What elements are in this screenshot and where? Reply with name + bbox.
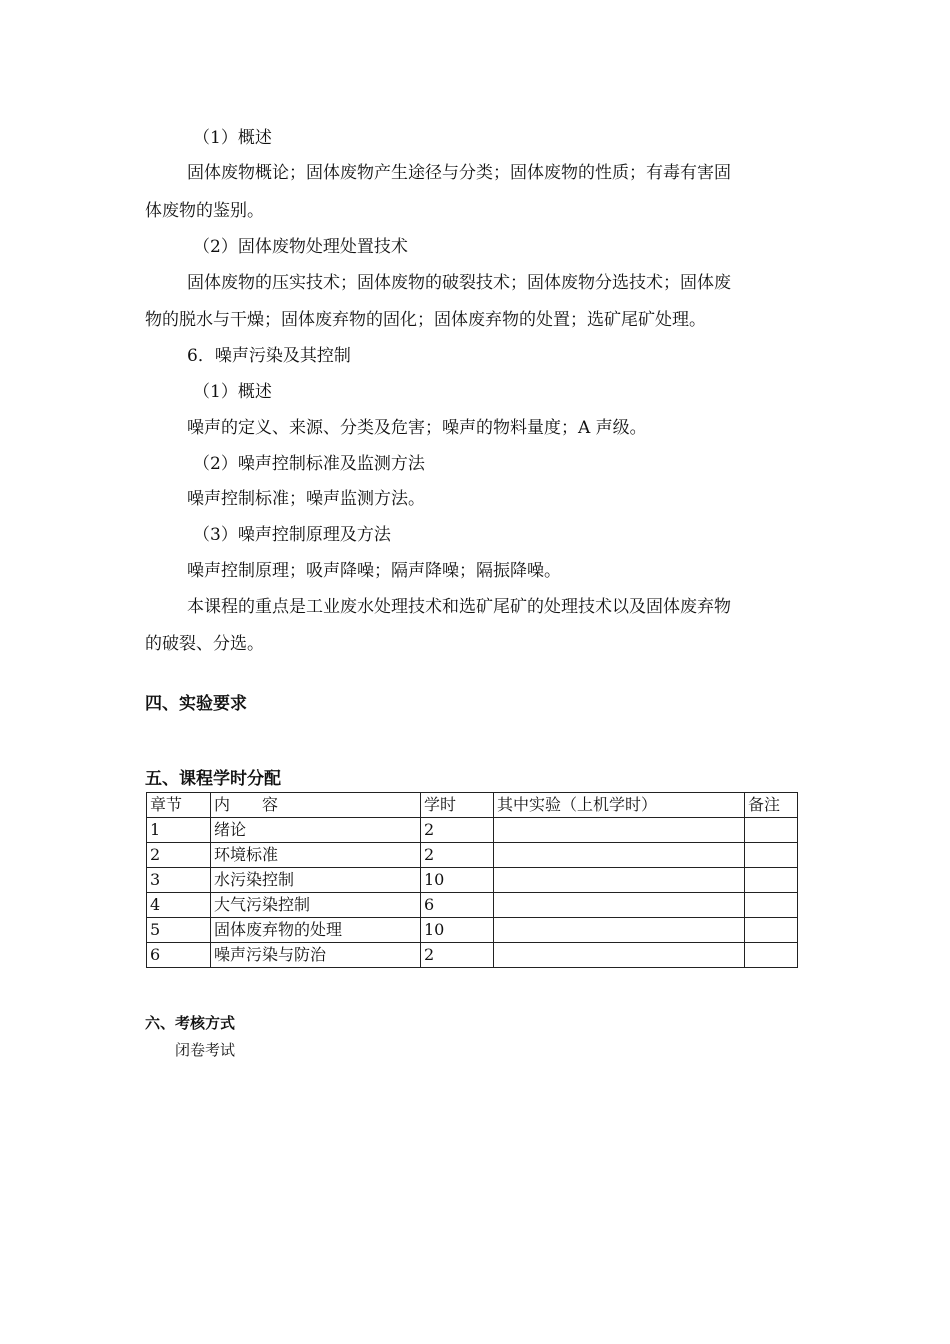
subsection-title-overview: （1）概述 bbox=[193, 128, 272, 148]
paragraph-line: 固体废物概论；固体废物产生途径与分类；固体废物的性质；有毒有害固 bbox=[187, 163, 731, 183]
table-header-cell: 备注 bbox=[745, 793, 798, 818]
subsection-title: （2）噪声控制标准及监测方法 bbox=[193, 454, 425, 474]
paragraph-line: 噪声控制原理；吸声降噪；隔声降噪；隔振降噪。 bbox=[187, 561, 561, 581]
paragraph-line: 噪声控制标准；噪声监测方法。 bbox=[187, 489, 425, 509]
table-cell: 2 bbox=[421, 843, 494, 868]
summary-line: 本课程的重点是工业废水处理技术和选矿尾矿的处理技术以及固体废弃物 bbox=[187, 597, 731, 617]
subsection-title: （1）概述 bbox=[193, 382, 272, 402]
table-header-cell: 学时 bbox=[421, 793, 494, 818]
table-cell bbox=[494, 818, 745, 843]
table-cell: 3 bbox=[147, 868, 211, 893]
paragraph-line: 体废物的鉴别。 bbox=[145, 201, 264, 221]
heading-assessment: 六、考核方式 bbox=[145, 1014, 236, 1032]
table-cell: 2 bbox=[147, 843, 211, 868]
heading-course-hours: 五、课程学时分配 bbox=[145, 769, 281, 789]
table-cell bbox=[745, 918, 798, 943]
table-cell bbox=[745, 943, 798, 968]
summary-line: 的破裂、分选。 bbox=[145, 634, 264, 654]
paragraph-line: 固体废物的压实技术；固体废物的破裂技术；固体废物分选技术；固体废 bbox=[187, 273, 731, 293]
table-cell bbox=[494, 893, 745, 918]
table-cell bbox=[745, 868, 798, 893]
subsection-title: （3）噪声控制原理及方法 bbox=[193, 525, 391, 545]
table-cell: 6 bbox=[421, 893, 494, 918]
table-cell bbox=[745, 893, 798, 918]
table-cell: 10 bbox=[421, 868, 494, 893]
table-cell bbox=[494, 943, 745, 968]
table-cell: 固体废弃物的处理 bbox=[211, 918, 421, 943]
table-header-cell: 其中实验（上机学时） bbox=[494, 793, 745, 818]
table-row bbox=[147, 918, 798, 943]
table-cell bbox=[745, 818, 798, 843]
hours-table bbox=[146, 792, 798, 968]
table-cell bbox=[494, 843, 745, 868]
table-cell: 10 bbox=[421, 918, 494, 943]
table-cell bbox=[494, 868, 745, 893]
table-cell: 2 bbox=[421, 943, 494, 968]
section-title-noise: 6．噪声污染及其控制 bbox=[187, 346, 351, 366]
table-row bbox=[147, 843, 798, 868]
table-row bbox=[147, 943, 798, 968]
table-row bbox=[147, 868, 798, 893]
table-header-row bbox=[147, 793, 798, 818]
table-cell: 水污染控制 bbox=[211, 868, 421, 893]
table-cell: 4 bbox=[147, 893, 211, 918]
table-cell bbox=[494, 918, 745, 943]
table-cell: 噪声污染与防治 bbox=[211, 943, 421, 968]
table-cell: 2 bbox=[421, 818, 494, 843]
table-header-cell: 内 容 bbox=[211, 793, 421, 818]
assessment-method: 闭卷考试 bbox=[175, 1041, 236, 1059]
table-cell: 绪论 bbox=[211, 818, 421, 843]
table-cell: 大气污染控制 bbox=[211, 893, 421, 918]
table-row bbox=[147, 818, 798, 843]
table-cell bbox=[745, 843, 798, 868]
subsection-title-techniques: （2）固体废物处理处置技术 bbox=[193, 237, 408, 257]
table-row bbox=[147, 893, 798, 918]
paragraph-line: 噪声的定义、来源、分类及危害；噪声的物料量度；A 声级。 bbox=[187, 418, 647, 438]
table-header-cell: 章节 bbox=[147, 793, 211, 818]
table-cell: 环境标准 bbox=[211, 843, 421, 868]
paragraph-line: 物的脱水与干燥；固体废弃物的固化；固体废弃物的处置；选矿尾矿处理。 bbox=[145, 310, 706, 330]
table-cell: 1 bbox=[147, 818, 211, 843]
table-cell: 6 bbox=[147, 943, 211, 968]
heading-experiment-requirements: 四、实验要求 bbox=[145, 694, 247, 714]
table-cell: 5 bbox=[147, 918, 211, 943]
